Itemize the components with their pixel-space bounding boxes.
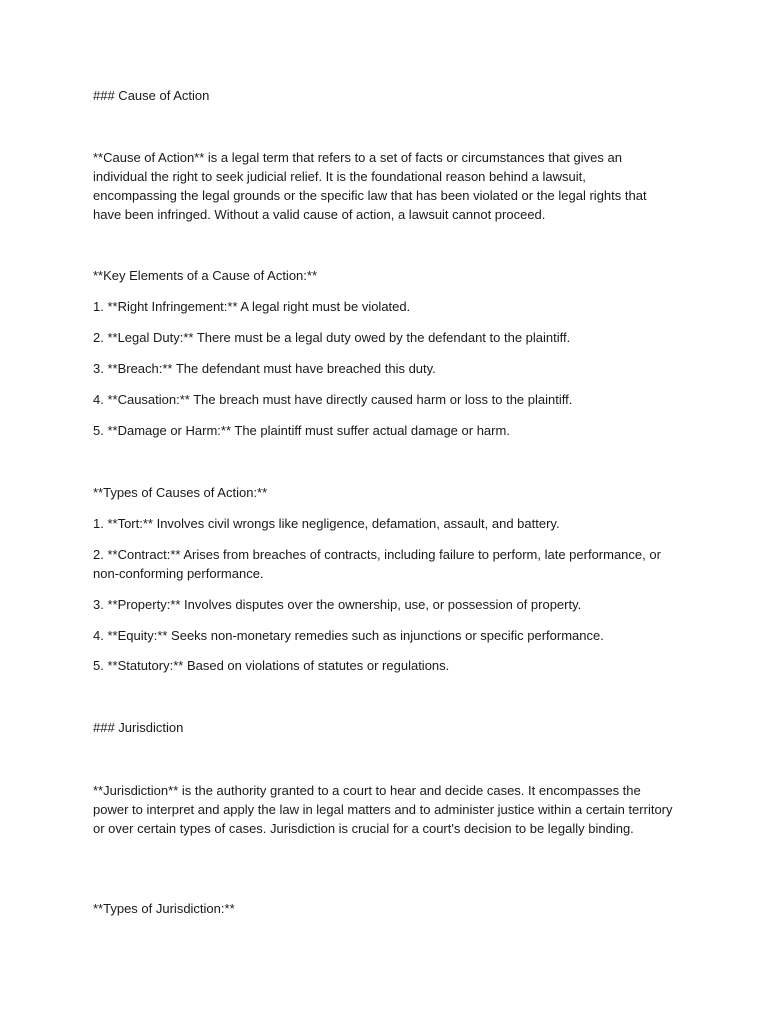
types-jurisdiction-heading: **Types of Jurisdiction:**: [93, 901, 235, 916]
type-item: 5. **Statutory:** Based on violations of statutes or regulations.: [93, 658, 450, 673]
paragraph-cause-of-action: **Cause of Action** is a legal term that refers to a set of facts or circumstances that gives an individual the right to seek judicial relief. It is the foundational reason behind a lawsuit, encompassing the legal grounds or the specific law that has been violated or the legal rights that have been infringed. Without a valid cause of action, a lawsuit cannot proceed.: [93, 150, 647, 222]
key-element-item: 3. **Breach:** The defendant must have breached this duty.: [93, 361, 436, 376]
key-element-item: 2. **Legal Duty:** There must be a legal duty owed by the defendant to the plaintiff.: [93, 330, 571, 345]
types-heading: **Types of Causes of Action:**: [93, 485, 268, 500]
type-item: 3. **Property:** Involves disputes over the ownership, use, or possession of property.: [93, 597, 582, 612]
paragraph-jurisdiction: **Jurisdiction** is the authority granted to a court to hear and decide cases. It encompasses the power to interpret and apply the law in legal matters and to administer justice within a certain territory or over certain types of cases. Jurisdiction is crucial for a court's decision to be legally binding.: [93, 783, 673, 836]
key-element-item: 5. **Damage or Harm:** The plaintiff must suffer actual damage or harm.: [93, 423, 510, 438]
key-element-item: 4. **Causation:** The breach must have directly caused harm or loss to the plaintiff.: [93, 392, 573, 407]
key-element-item: 1. **Right Infringement:** A legal right must be violated.: [93, 299, 411, 314]
type-item: 2. **Contract:** Arises from breaches of contracts, including failure to perform, late performance, or non-conforming performance.: [93, 547, 661, 581]
heading-jurisdiction: ### Jurisdiction: [93, 720, 184, 735]
heading-cause-of-action: ### Cause of Action: [93, 88, 210, 103]
key-elements-heading: **Key Elements of a Cause of Action:**: [93, 268, 318, 283]
type-item: 4. **Equity:** Seeks non-monetary remedies such as injunctions or specific performance.: [93, 628, 604, 643]
type-item: 1. **Tort:** Involves civil wrongs like negligence, defamation, assault, and battery.: [93, 516, 560, 531]
